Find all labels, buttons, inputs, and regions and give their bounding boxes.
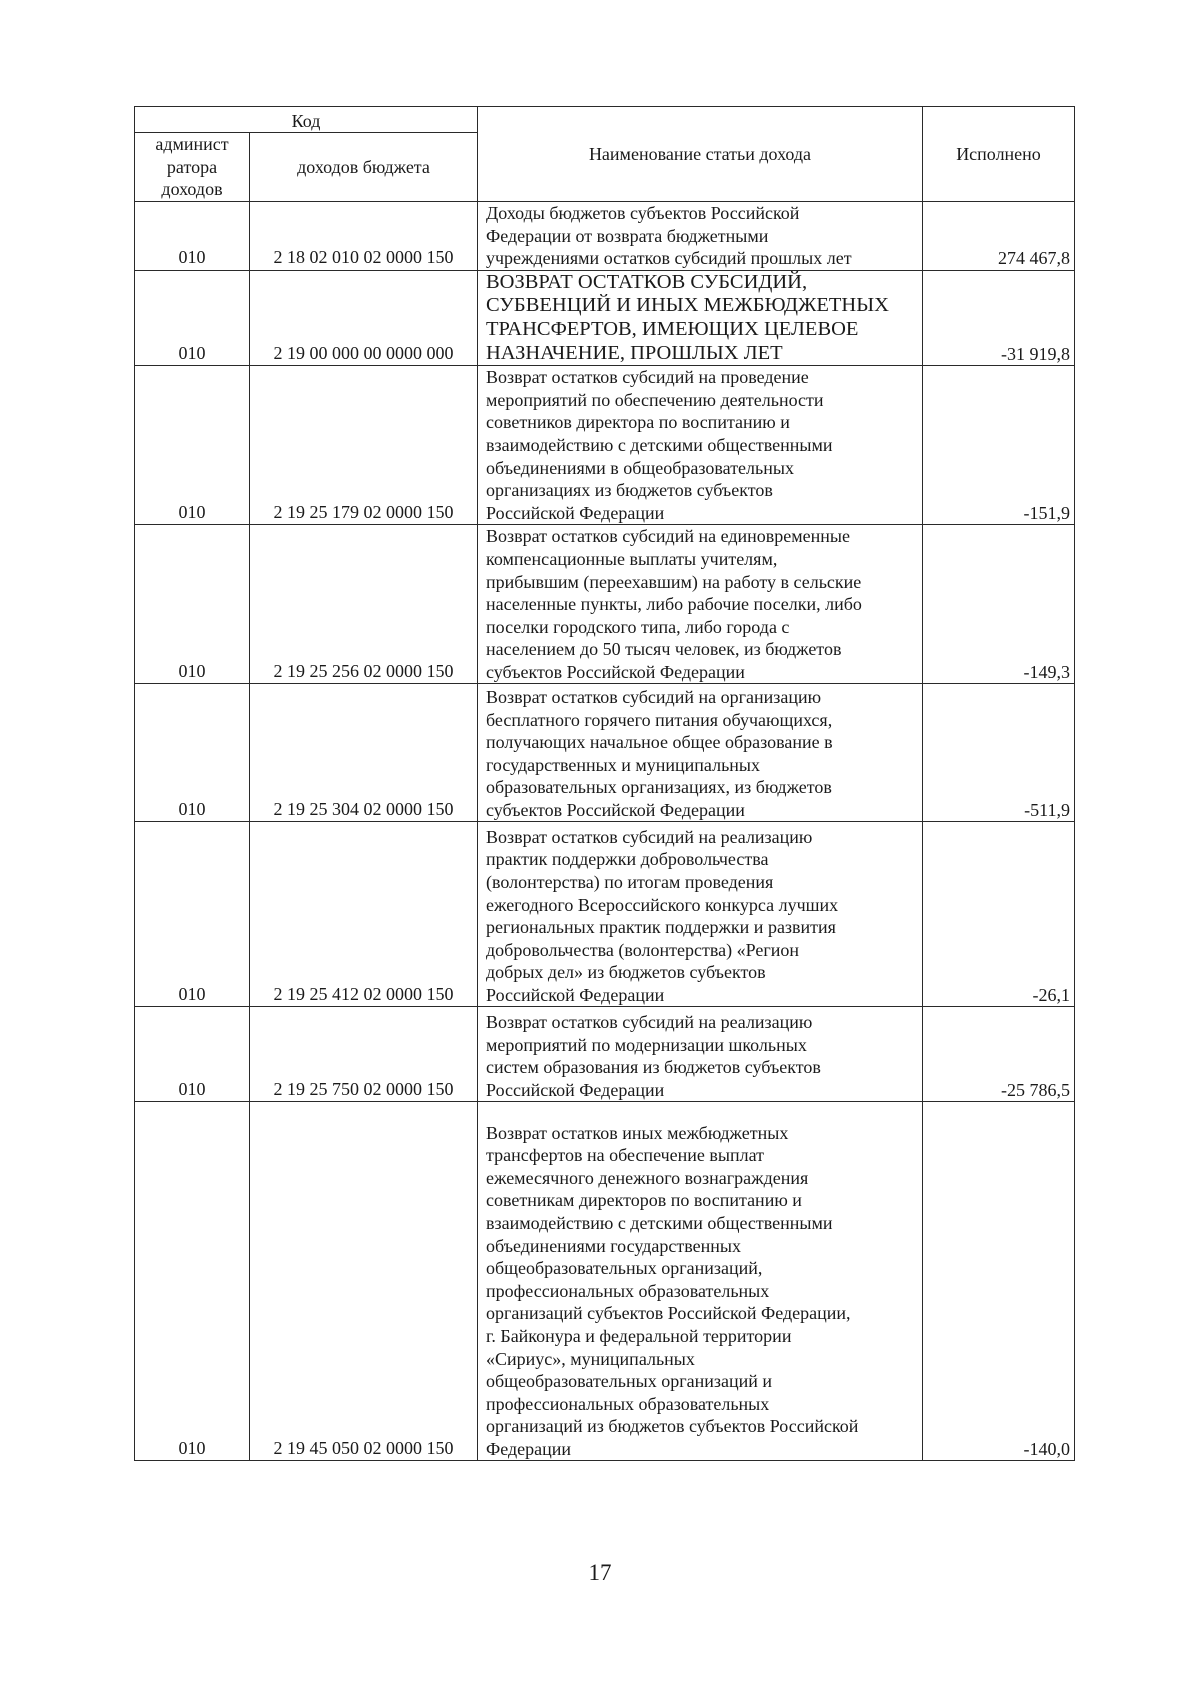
revenue-name-text: ВОЗВРАТ ОСТАТКОВ СУБСИДИЙ, СУБВЕНЦИЙ И ИНЫХ МЕЖБЮДЖЕТНЫХ ТРАНСФЕРТОВ, ИМЕЮЩИХ ЦЕЛЕВОЕ НАЗНАЧЕНИЕ, ПРОШЛЫХ ЛЕТ <box>486 270 889 364</box>
revenue-name-text: Возврат остатков субсидий на проведение мероприятий по обеспечению деятельности советников директора по воспитанию и взаимодействию с детскими общественными объединениями в общеобразовательных организациях из бюджетов субъектов Российской Федерации <box>486 367 833 523</box>
revenue-name-cell <box>478 822 923 1007</box>
revenue-name-text: Возврат остатков иных межбюджетных трансфертов на обеспечение выплат ежемесячного денежного вознаграждения советникам директоров по воспитанию и взаимодействию с детскими общественными объединениями государственных общеобразовательных организаций, профессиональных образовательных организаций субъектов Российской Федерации, г. Байконура и федеральной территории «Сириус», муниципальных общеобразовательных организаций и профессиональных образовательных организаций из бюджетов субъектов Российской Федерации <box>486 1122 859 1459</box>
header-row-1 <box>135 107 1075 133</box>
revenue-name-text: Возврат остатков субсидий на реализацию практик поддержки добровольчества (волонтерства) по итогам проведения ежегодного Всероссийского конкурса лучших региональных практик поддержки и развития добровольчества (волонтерства) «Регион добрых дел» из бюджетов субъектов Российской Федерации <box>486 826 839 1005</box>
budget-code-cell: 2 19 25 256 02 0000 150 <box>250 525 478 684</box>
budget-code-cell: 2 19 25 412 02 0000 150 <box>250 822 478 1007</box>
revenue-name-text: Возврат остатков субсидий на реализацию мероприятий по модернизации школьных систем образования из бюджетов субъектов Российской Федерации <box>486 1012 821 1100</box>
revenue-table-body <box>135 107 1075 1461</box>
table-row <box>135 270 1075 365</box>
admin-code-cell: 010 <box>135 270 250 365</box>
executed-value-cell: -151,9 <box>923 366 1075 525</box>
table-row <box>135 822 1075 1007</box>
executed-value-cell: -31 919,8 <box>923 270 1075 365</box>
header-kod: Код <box>135 107 478 133</box>
admin-code-cell: 010 <box>135 202 250 271</box>
revenue-name-text: Доходы бюджетов субъектов Российской Федерации от возврата бюджетными учреждениями остатков субсидий прошлых лет <box>486 203 852 269</box>
revenue-name-cell <box>478 202 923 271</box>
budget-code-cell: 2 19 00 000 00 0000 000 <box>250 270 478 365</box>
admin-code-cell: 010 <box>135 1102 250 1461</box>
header-admin-line-3: доходов <box>161 179 223 200</box>
budget-code-cell: 2 19 45 050 02 0000 150 <box>250 1102 478 1461</box>
revenue-name-cell <box>478 270 923 365</box>
table-row <box>135 1007 1075 1102</box>
revenue-name-cell <box>478 1007 923 1102</box>
executed-value-cell: -140,0 <box>923 1102 1075 1461</box>
header-executed: Исполнено <box>923 107 1075 202</box>
admin-code-cell: 010 <box>135 1007 250 1102</box>
executed-value-cell: 274 467,8 <box>923 202 1075 271</box>
header-admin-line-1: админист <box>155 134 229 155</box>
table-row <box>135 1102 1075 1461</box>
budget-code-cell: 2 19 25 179 02 0000 150 <box>250 366 478 525</box>
page-number: 17 <box>588 1560 612 1585</box>
table-row <box>135 684 1075 822</box>
revenue-name-text: Возврат остатков субсидий на организацию бесплатного горячего питания обучающихся, получающих начальное общее образование в государственных и муниципальных образовательных организациях, из бюджетов субъектов Российской Федерации <box>486 686 833 820</box>
budget-code-cell: 2 19 25 304 02 0000 150 <box>250 684 478 822</box>
revenue-name-text: Возврат остатков субсидий на единовременные компенсационные выплаты учителям, прибывшим (переехавшим) на работу в сельские населенные пункты, либо рабочие поселки, либо поселки городского типа, либо города с населением до 50 тысяч человек, из бюджетов субъектов Российской Федерации <box>486 526 862 682</box>
admin-code-cell: 010 <box>135 684 250 822</box>
revenue-name-cell <box>478 1102 923 1461</box>
revenue-name-cell <box>478 525 923 684</box>
budget-code-cell: 2 19 25 750 02 0000 150 <box>250 1007 478 1102</box>
header-admin <box>135 133 250 202</box>
revenue-name-cell <box>478 684 923 822</box>
admin-code-cell: 010 <box>135 525 250 684</box>
header-budget-code: доходов бюджета <box>250 133 478 202</box>
table-row <box>135 525 1075 684</box>
admin-code-cell: 010 <box>135 366 250 525</box>
executed-value-cell: -26,1 <box>923 822 1075 1007</box>
admin-code-cell: 010 <box>135 822 250 1007</box>
executed-value-cell: -511,9 <box>923 684 1075 822</box>
budget-code-cell: 2 18 02 010 02 0000 150 <box>250 202 478 271</box>
executed-value-cell: -25 786,5 <box>923 1007 1075 1102</box>
table-row <box>135 202 1075 271</box>
revenue-table <box>134 106 1075 1461</box>
header-admin-line-2: ратора <box>166 156 218 177</box>
header-name: Наименование статьи дохода <box>478 107 923 202</box>
table-row <box>135 366 1075 525</box>
executed-value-cell: -149,3 <box>923 525 1075 684</box>
revenue-name-cell <box>478 366 923 525</box>
